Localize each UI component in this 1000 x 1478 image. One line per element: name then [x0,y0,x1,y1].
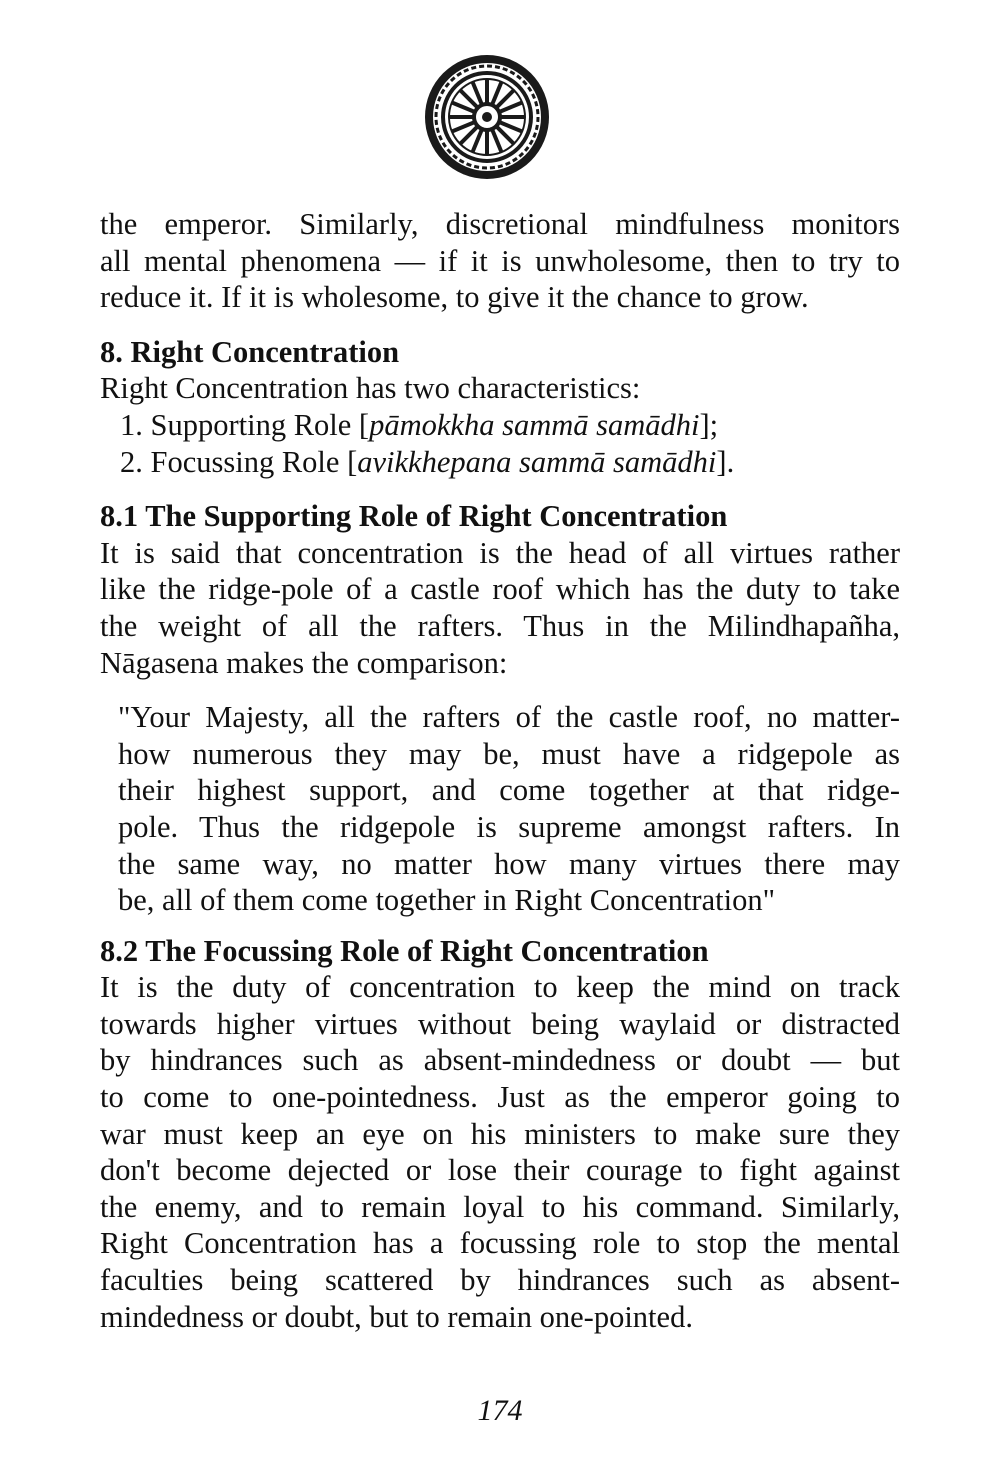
quote-line: "Your Majesty, all the rafters of the castle roof, no matter- [118,700,900,735]
text-line: reduce it. If it is wholesome, to give it the chance to grow. [100,280,809,315]
quote-line: the same way, no matter how many virtues there may [118,846,900,881]
text-line: It is said that concentration is the head of all virtues rather [100,535,900,570]
quote-line: be, all of them come together in Right Concentration" [118,883,776,918]
list-item: 2. Focussing Role [avikkhepana sammā samādhi]. [120,444,735,479]
text-line: mindedness or doubt, but to remain one-pointed. [100,1299,693,1334]
text-line: Right Concentration has a focussing role to stop the mental [100,1226,900,1261]
section-8 [100,334,900,480]
quote-line: pole. Thus the ridgepole is supreme amongst rafters. In [118,809,900,844]
block-quote [100,699,900,919]
section-heading: 8.2 The Focussing Role of Right Concentration [100,933,709,968]
quote-line: how numerous they may be, must have a ridgepole as [118,736,900,771]
text-line: all mental phenomena — if it is unwholesome, then to try to [100,243,900,278]
text-line: the weight of all the rafters. Thus in the Milindhapañha, [100,608,900,643]
text-line: Nāgasena makes the comparison: [100,645,508,680]
section-8-1 [100,498,900,919]
text-line: war must keep an eye on his ministers to make sure they [100,1116,900,1151]
text-line: towards higher virtues without being waylaid or distracted [100,1006,900,1041]
page-body [100,206,900,1335]
section-heading: 8. Right Concentration [100,334,400,369]
text-line: don't become dejected or lose their courage to fight against [100,1153,900,1188]
pali-term: pāmokkha sammā samādhi [369,407,700,442]
text-line: faculties being scattered by hindrances such as absent- [100,1263,900,1298]
text-line: It is the duty of concentration to keep the mind on track [100,970,900,1005]
intro-paragraph [100,206,900,316]
text-line: the enemy, and to remain loyal to his command. Similarly, [100,1189,900,1224]
text-line: the emperor. Similarly, discretional mindfulness monitors [100,207,900,241]
page-number: 174 [477,1394,523,1427]
text-line: by hindrances such as absent-mindedness or doubt — but [100,1043,900,1078]
section-8-2 [100,933,900,1336]
text-line: to come to one-pointedness. Just as the emperor going to [100,1080,900,1115]
text-line: like the ridge-pole of a castle roof which has the duty to take [100,572,900,607]
quote-line: their highest support, and come together at that ridge- [118,773,900,808]
pali-term: avikkhepana sammā samādhi [357,444,717,479]
dharma-wheel-icon [422,52,552,182]
section-heading: 8.1 The Supporting Role of Right Concentration [100,499,728,534]
list-item: 1. Supporting Role [pāmokkha sammā samādhi]; [120,407,719,442]
text-line: Right Concentration has two characteristics: [100,371,641,406]
